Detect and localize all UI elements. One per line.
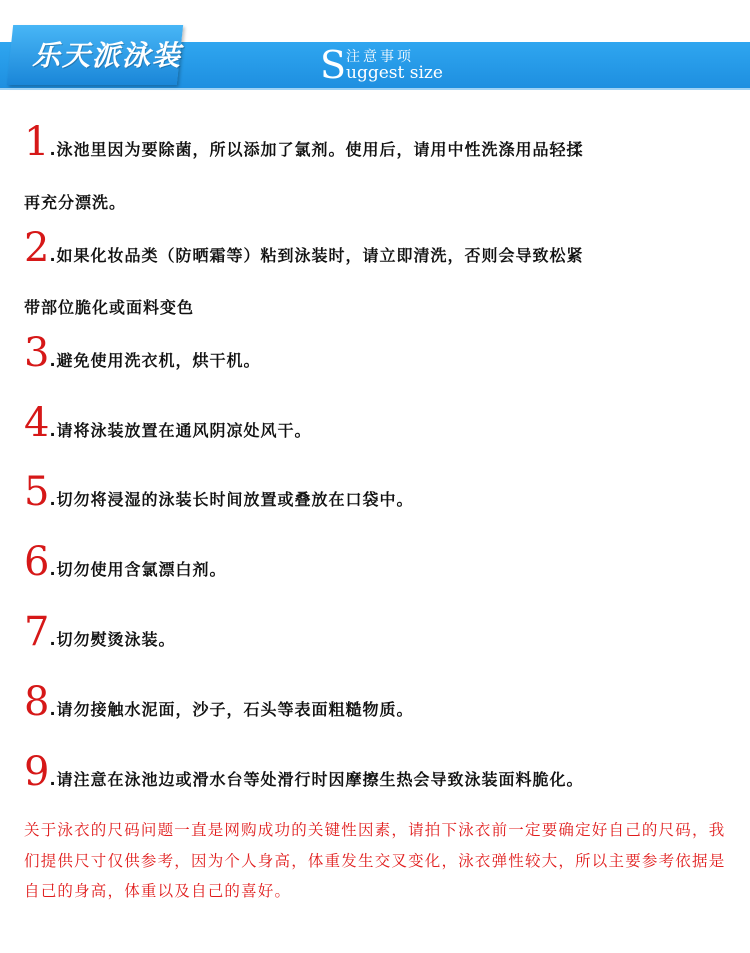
tip-number: 2: [24, 225, 50, 271]
tip-item: [24, 119, 744, 165]
tip-text: .泳池里因为要除菌，所以添加了氯剂。使用后，请用中性洗涤用品轻揉: [49, 140, 584, 159]
tip-number: 4: [24, 400, 50, 446]
tip-number: 5: [24, 469, 50, 515]
tip-item: [24, 749, 744, 795]
tip-text: .请勿接触水泥面，沙子，石头等表面粗糙物质。: [49, 700, 414, 719]
tip-item: [24, 539, 744, 585]
title-initial: S: [320, 43, 347, 87]
tip-number: 7: [24, 609, 50, 655]
tip-number: 8: [24, 679, 50, 725]
tip-text: .请注意在泳池边或滑水台等处滑行时因摩擦生热会导致泳装面料脆化。: [49, 770, 584, 789]
logo: 乐天派泳装: [32, 39, 183, 72]
tip-continuation: 带部位脆化或面料变色: [24, 298, 195, 317]
tip-number: 6: [24, 539, 50, 585]
tip-item: [24, 679, 744, 725]
tip-text: .切勿熨烫泳装。: [49, 630, 176, 649]
tip-item: [24, 400, 744, 446]
tip-text: .如果化妆品类（防晒霜等）粘到泳装时，请立即清洗，否则会导致松紧: [49, 246, 584, 265]
tip-text: .切勿使用含氯漂白剂。: [49, 560, 227, 579]
tip-item: [24, 609, 744, 655]
tip-item: [24, 469, 744, 515]
tip-continuation: 再充分漂洗。: [24, 193, 127, 212]
size-note: 关于泳衣的尺码问题一直是网购成功的关键性因素，请拍下泳衣前一定要确定好自己的尺码，我们提供尺寸仅供参考，因为个人身高，体重发生交叉变化，泳衣弹性较大，所以主要参考依据是自己的身高，体重以及自己的喜好。: [24, 821, 726, 900]
tip-number: 9: [24, 749, 50, 795]
header-banner: [0, 0, 750, 95]
header-divider: [0, 88, 750, 90]
title-chinese: 注意事项: [346, 49, 414, 65]
title-english: uggest size: [346, 63, 443, 83]
tip-number: 1: [24, 119, 50, 165]
tip-text: .避免使用洗衣机，烘干机。: [49, 351, 261, 370]
tip-text: .请将泳装放置在通风阴凉处风干。: [49, 421, 312, 440]
tip-text: .切勿将浸湿的泳装长时间放置或叠放在口袋中。: [49, 490, 414, 509]
tip-number: 3: [24, 330, 50, 376]
tip-item: [24, 330, 744, 376]
tip-item: [24, 225, 744, 271]
